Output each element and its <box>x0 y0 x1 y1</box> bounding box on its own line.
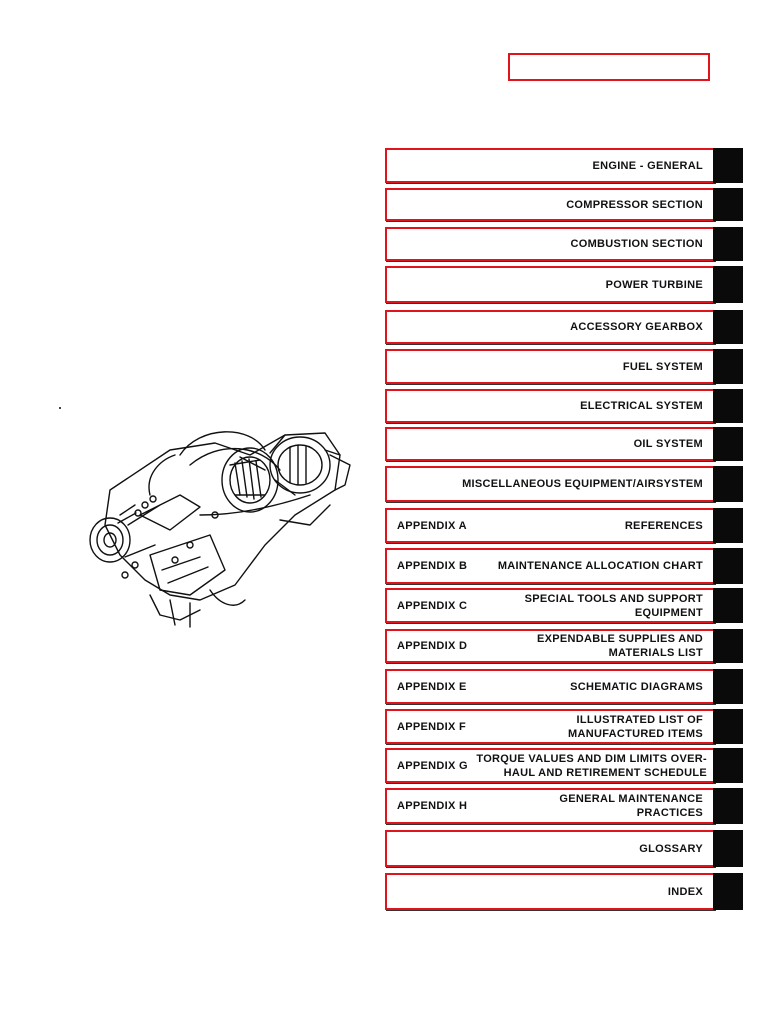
tab-title: TORQUE VALUES AND DIM LIMITS OVER- HAUL AND RETIREMENT SCHEDULE <box>476 752 707 779</box>
tab-appendix-b[interactable] <box>385 548 715 584</box>
tab-title: OIL SYSTEM <box>633 438 703 450</box>
tab-title: ENGINE - GENERAL <box>592 159 703 172</box>
tab-appendix-label: APPENDIX G <box>397 759 468 772</box>
tab-appendix-label: APPENDIX E <box>397 680 467 693</box>
tab-title: SCHEMATIC DIAGRAMS <box>570 680 703 693</box>
tab-edge <box>713 349 743 384</box>
tab-engine-general[interactable] <box>385 148 715 183</box>
tab-title: POWER TURBINE <box>605 278 703 291</box>
tab-appendix-g[interactable] <box>385 748 715 783</box>
tab-appendix-label: APPENDIX D <box>397 640 468 652</box>
tab-glossary[interactable] <box>385 830 715 867</box>
tab-compressor-section[interactable] <box>385 188 715 221</box>
header-box <box>508 53 710 81</box>
tab-appendix-label: APPENDIX C <box>397 599 468 612</box>
tab-appendix-label: APPENDIX A <box>397 519 467 532</box>
tab-appendix-c[interactable] <box>385 588 715 623</box>
tab-title: EXPENDABLE SUPPLIES AND MATERIALS LIST <box>536 633 703 659</box>
tab-title: ILLUSTRATED LIST OF MANUFACTURED ITEMS <box>568 713 703 740</box>
tab-appendix-label: APPENDIX F <box>397 720 467 733</box>
tab-appendix-a[interactable] <box>385 508 715 543</box>
tab-title: REFERENCES <box>624 519 703 532</box>
tab-title: INDEX <box>667 885 703 898</box>
tab-accessory-gearbox[interactable] <box>385 310 715 344</box>
tab-appendix-d[interactable] <box>385 629 715 663</box>
tab-edge <box>713 748 743 783</box>
tab-edge <box>713 669 743 704</box>
tab-edge <box>713 629 743 663</box>
tab-title: COMBUSTION SECTION <box>570 238 703 250</box>
tab-edge <box>713 310 743 344</box>
section-tabs <box>385 148 745 913</box>
tab-appendix-h[interactable] <box>385 788 715 824</box>
tab-title: GENERAL MAINTENANCE PRACTICES <box>559 793 703 819</box>
tab-title: ACCESSORY GEARBOX <box>570 321 703 333</box>
tab-combustion-section[interactable] <box>385 227 715 261</box>
tab-title: MAINTENANCE ALLOCATION CHART <box>497 560 703 572</box>
tab-edge <box>713 588 743 623</box>
tab-title: SPECIAL TOOLS AND SUPPORT EQUIPMENT <box>524 592 703 619</box>
tab-edge <box>713 788 743 824</box>
tab-appendix-label: APPENDIX B <box>397 560 468 572</box>
tab-title: FUEL SYSTEM <box>622 360 703 373</box>
tab-edge <box>713 148 743 183</box>
tab-edge <box>713 466 743 502</box>
engine-illustration-icon <box>50 395 360 660</box>
tab-edge <box>713 873 743 910</box>
tab-edge <box>713 830 743 867</box>
tab-power-turbine[interactable] <box>385 266 715 303</box>
tab-edge <box>713 548 743 584</box>
tab-edge <box>713 427 743 461</box>
tab-edge <box>713 508 743 543</box>
tab-edge <box>713 266 743 303</box>
tab-edge <box>713 709 743 744</box>
tab-title: ELECTRICAL SYSTEM <box>580 400 703 412</box>
tab-appendix-e[interactable] <box>385 669 715 704</box>
tab-edge <box>713 188 743 221</box>
tab-appendix-label: APPENDIX H <box>397 800 468 812</box>
tab-title: GLOSSARY <box>639 842 703 855</box>
tab-appendix-f[interactable] <box>385 709 715 744</box>
tab-title: COMPRESSOR SECTION <box>566 198 703 211</box>
tab-title: MISCELLANEOUS EQUIPMENT/AIRSYSTEM <box>462 478 703 490</box>
tab-oil-system[interactable] <box>385 427 715 461</box>
tab-miscellaneous-equipment[interactable] <box>385 466 715 502</box>
tab-edge <box>713 389 743 423</box>
tab-fuel-system[interactable] <box>385 349 715 384</box>
tab-edge <box>713 227 743 261</box>
tab-index[interactable] <box>385 873 715 910</box>
tab-electrical-system[interactable] <box>385 389 715 423</box>
